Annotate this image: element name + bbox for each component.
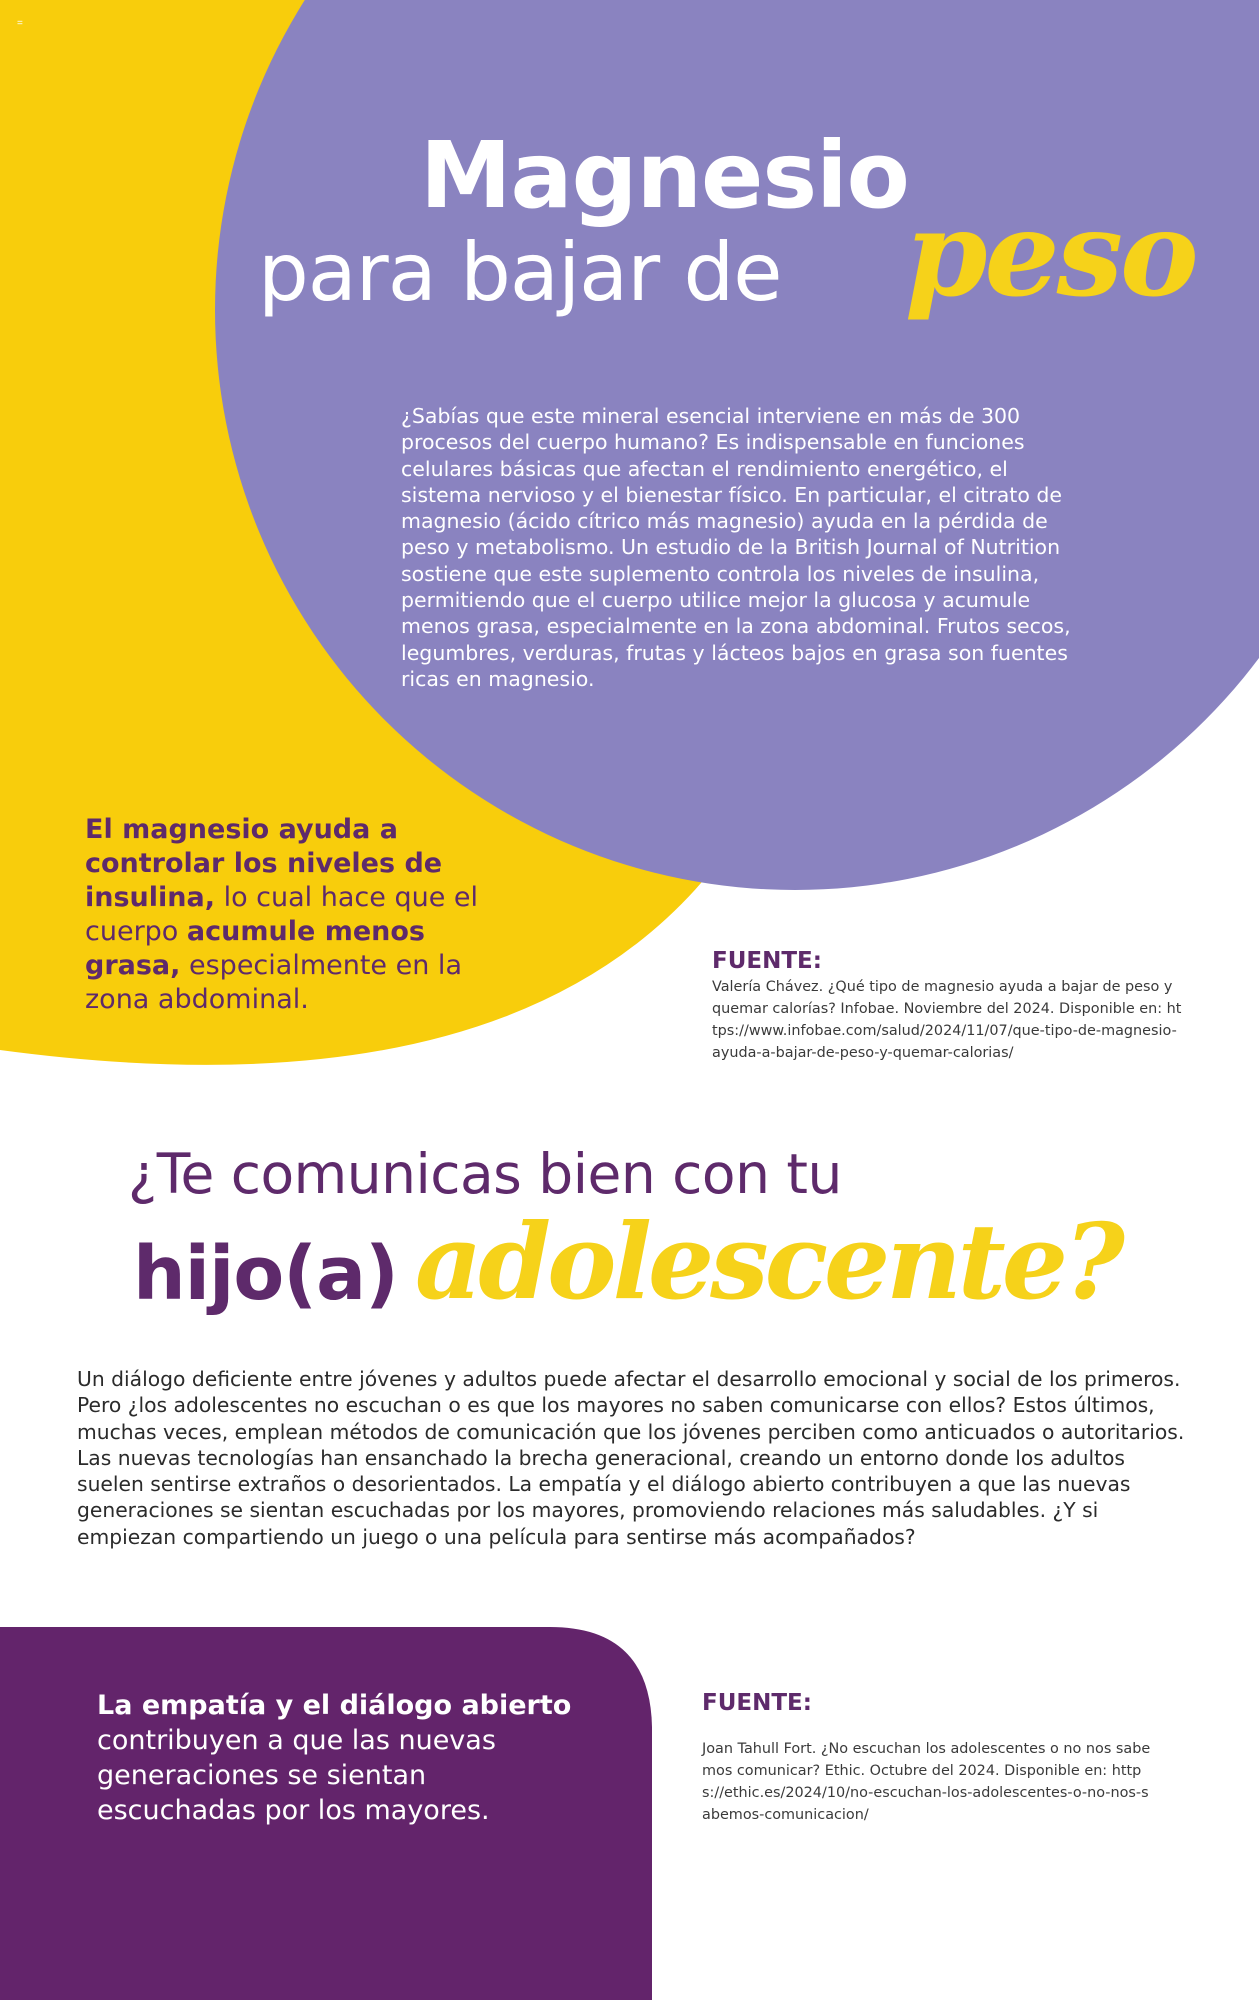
article-2-callout: [97, 1688, 577, 1828]
article-1-callout: [85, 813, 505, 1017]
article-2-source-heading: FUENTE:: [702, 1690, 812, 1716]
article-1-source-heading: FUENTE:: [712, 948, 822, 974]
menu-icon[interactable]: =: [17, 18, 23, 29]
article-1-intro: ¿Sabías que este mineral esencial interviene en más de 300 procesos del cuerpo humano? Es indispensable en funciones celulares básicas que afectan el rendimiento energético, el sistema nervioso y el bienestar físico. En particular, el citrato de magnesio (ácido cítrico más magnesio) ayuda en la pérdida de peso y metabolismo. Un estudio de la British Journal of Nutrition sostiene que este suplemento controla los niveles de insulina, permitiendo que el cuerpo utilice mejor la glucosa y acumule menos grasa, especialmente en la zona abdominal. Frutos secos, legumbres, verduras, frutas y lácteos bajos en grasa son fuentes ricas en magnesio.: [401, 404, 1071, 691]
callout-text-1: lo cual hace que el cuerpo: [85, 882, 479, 947]
callout-2-bold: La empatía y el diálogo abierto: [97, 1690, 572, 1721]
article-1-source-text: Valería Chávez. ¿Qué tipo de magnesio ayuda a bajar de peso y quemar calorías? Infobae. Noviembre del 2024. Disponible en: https://www.infobae.com/salud/2024/11/07/que-tipo-de-magnesio-ayuda-a-bajar-de-peso-y-quemar-calorias/: [712, 979, 1182, 1061]
article-1-subtitle: para bajar de: [258, 226, 782, 319]
article-2-title-bold: hijo(a): [133, 1231, 398, 1317]
article-2-body: Un diálogo deficiente entre jóvenes y adultos puede afectar el desarrollo emocional y social de los primeros. Pero ¿los adolescentes no escuchan o es que los mayores no saben comunicarse con ellos? Estos últimos, muchas veces, emplean métodos de comunicación que los jóvenes perciben como anticuados o autoritarios. Las nuevas tecnologías han ensanchado la brecha generacional, creando un entorno donde los adultos suelen sentirse extraños o desorientados. La empatía y el diálogo abierto contribuyen a que las nuevas generaciones se sientan escuchadas por los mayores, promoviendo relaciones más saludables. ¿Y si empiezan compartiendo un juego o una película para sentirse más acompañados?: [77, 1367, 1185, 1549]
article-2-title: ¿Te comunicas bien con tu: [128, 1142, 842, 1206]
article-2-source-text: Joan Tahull Fort. ¿No escuchan los adolescentes o no nos sabemos comunicar? Ethic. Octubre del 2024. Disponible en: https://ethic.es/2024/10/no-escuchan-los-adolescentes-o-no-nos-sabemos-comunicacion/: [702, 1741, 1151, 1823]
callout-text-2: especialmente en la zona abdominal.: [85, 950, 462, 1015]
article-1-title-script: peso: [905, 184, 1196, 323]
article-2-title-script: adolescente?: [415, 1200, 1121, 1323]
article-1-title: Magnesio: [420, 122, 909, 229]
callout-bold-1: El magnesio ayuda a controlar los niveles de insulina,: [85, 814, 443, 913]
callout-2-text: contribuyen a que las nuevas generaciones se sientan escuchadas por los mayores.: [97, 1725, 496, 1826]
callout-bold-2: acumule menos grasa,: [85, 916, 425, 981]
